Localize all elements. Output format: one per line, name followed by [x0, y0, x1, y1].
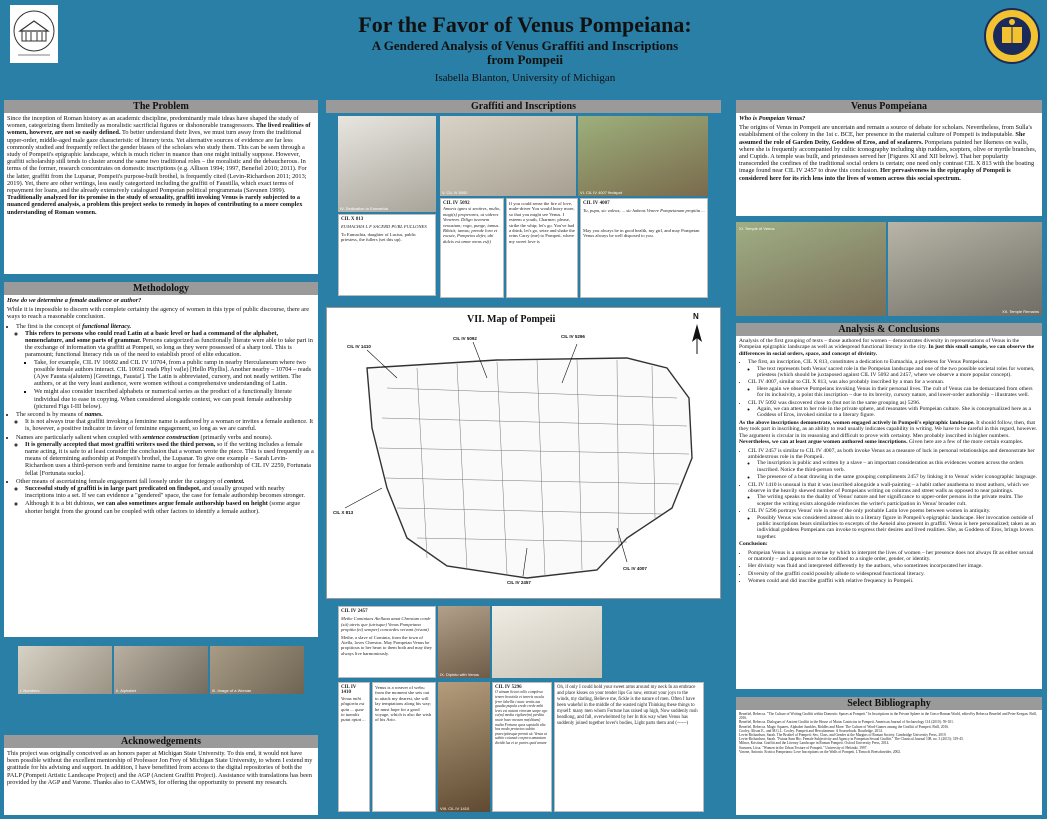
- method-b2: The second is by means of: [16, 411, 83, 419]
- method-b1c: ▪ We might also consider inscribed alphabets or numerical series as the product of a functionally literate individual due to ease in copying. When considered alongside context, we can posit female authorship (pictured Figs I-III below).: [34, 388, 315, 410]
- acknowledgements-heading: Acknowedgements: [4, 735, 318, 748]
- card-813-latin: EUMACHIA L F SACERD PUBL FULLONES: [341, 224, 427, 230]
- analysis-a4-text: CIL IV 2457 is similar to CIL IV 4007, as both invoke Venus as a measure of luck in personal relationships and demonstrate her ambidextrous role in the Pompeii.: [748, 447, 1035, 460]
- analysis-a4: [748, 448, 1039, 481]
- photo-12-caption: XII. Temple Remains: [1002, 309, 1039, 314]
- method-b1a-text: Persons categorized as functionally literate were able to take part in the exchange of information via graffiti at Pompeii, so long as they were possessed of a sharp tool. This is paramount; functional literacy rids us of the need to establish proof of elite education.: [25, 337, 313, 359]
- method-sublist-4: [16, 485, 315, 515]
- photo-4-caption: IV. Dedication to Eumachia: [340, 206, 388, 211]
- method-b3: Names are particularly salient when coupled with: [16, 433, 141, 441]
- conclusion-3: • Diversity of the graffiti could possibly allude to widespread functional literacy.: [748, 571, 1039, 577]
- card-1410-latin: Venus mihi plagiaria est quia ... quae in tumulis putat optat ...: [341, 695, 366, 723]
- method-b4b-tail: (some argue shorter height from the ground can be coupled with other factors to identify a female author).: [25, 500, 301, 515]
- analysis-a5: [748, 482, 1039, 508]
- analysis-a4-sub: [748, 460, 1039, 480]
- map-label-1410: CIL IV 1410: [347, 344, 371, 349]
- card-1410-english: Venus is a weaver of webs; from the moment she sets out to attack my dearest, she will lay temptations along his way; he must hope for a good voyage, which is also the wish of his Ario.: [375, 685, 432, 723]
- method-b2-em: names.: [84, 411, 103, 419]
- analysis-a4b: ◦ The presence of a boat drawing in the same grouping compliments 2457 by linking it to Venus' wider iconographic language.: [757, 474, 1039, 480]
- analysis-a5a: ◦ The writing speaks to the duality of Venus' nature and her significance to upper-order persons in the private realm. The scepter the writing exists alongside reinforces the writer's participation in Venus' broader cult.: [757, 494, 1039, 507]
- card-2457-label: CIL IV 2457: [341, 609, 368, 614]
- method-b3-tail: (primarily verbs and nouns).: [200, 433, 273, 441]
- method-sublist-2: [16, 418, 315, 432]
- card-813-english: To Eumachia, daughter of Lucius, public priestess, the fullers (set this up).: [341, 231, 417, 243]
- analysis-a6a: ◦ Possibly Venus was considered almost akin to a literary figure in Pompeii's epigraphic landscape. Her invocation outside of public inscriptions bears similarities to excerpts of the Aeneid also present in graffiti. Venus is here personalized; taken as an individual goddess Pompeians can invoke to express their desires and lived realities. She, as Goddess of Eros, brings lovers together.: [757, 515, 1039, 541]
- problem-heading: The Problem: [4, 100, 318, 113]
- card-cil-iv-4007: [580, 198, 708, 298]
- right-seal-logo: [984, 5, 1040, 67]
- method-item-literacy: [16, 323, 315, 410]
- method-sublist-1a: [25, 359, 315, 410]
- card-1410-translation: [372, 682, 436, 812]
- venus-p2: Pompeians painted her likeness on walls, where she is frequently accompanied by cultic iconography including ship rudders, scepters, olive or myrtle branches, and Cupids. A temple was built, and priestesses served her [Figures XI and XII below]. That her popularity transcended the confines of the traditional social orders is certain; one need only contrast CIL X 813 with the boating image found near CIL IV 2457 to draw this conclusion.: [739, 138, 1037, 175]
- analysis-a2: [748, 379, 1039, 398]
- card-5092-label: CIL IV 5092: [443, 201, 470, 206]
- analysis-a3-sub: [748, 406, 1039, 419]
- card-5092-latin: Amoris ignes si sentires, mulio, magi(s) properares, ut videres Venerem. Diligo iuvenem venustum; rogo, punge, iamus. Bibisti; iamus; prende lora et excute, Pompeios defer, ubi dulcis est amor meus es(t): [443, 206, 501, 244]
- problem-text: [4, 113, 318, 220]
- method-sublist-1: [16, 330, 315, 410]
- method-b4a: [25, 485, 315, 499]
- venus-heading: Venus Pompeiana: [736, 100, 1042, 113]
- analysis-mid-bold: As the above inscriptions demonstrate, women engaged actively in Pompeii's epigraphic landscape.: [739, 419, 975, 426]
- figure-1-caption: I. Numbers: [20, 688, 40, 693]
- map-label-5092: CIL IV 5092: [453, 336, 477, 341]
- temple-photo: [736, 222, 886, 316]
- acknowledgements-text: This project was originally conceived as an honors paper at Michigan State University. To this end, it would not have been possible without the excellent mentorship of Professor Jon Frey of Michigan State University, to whom I extend my gratitude for his advising and support. In addition, I have benefitted from access to the digital repositories of both the PALP (Pompeii Artistic Landscape Project) and the AGP (Ancient Graffiti Project). Assistance with translations has been provided by the AGP and Varone. Thanks also to CAMWS, for offering the opportunity to present my research.: [7, 750, 313, 786]
- method-b3a-bold: It is generally accepted that most graffiti writers used the third person,: [25, 440, 216, 448]
- analysis-text: [736, 336, 1042, 588]
- north-label: N: [693, 312, 699, 321]
- bibliography-list: [736, 710, 1042, 756]
- analysis-a1a: ◦ The text represents both Venus' sacred role in the Pompeian landscape and one of the two possible societal roles for women, priestess (which should be juxtaposed against CIL IV 5092 and 2457, where we observe a more popular concept).: [757, 366, 1039, 379]
- card-4007-label: CIL IV 4007: [583, 201, 610, 206]
- map-drawing: [327, 308, 721, 599]
- temple-remains-photo: [888, 222, 1042, 316]
- conclusion-heading: Conclusion:: [739, 541, 768, 548]
- left-seal-logo: [10, 5, 58, 63]
- card-813-label: CIL X 813: [341, 217, 364, 222]
- method-b4b-text: Although it is a bit dubious,: [25, 500, 96, 508]
- method-b2a: ◦ It is not always true that graffiti invoking a feminine name is authored by a woman or invites a female audience. It is, however, a positive indicator in favor of feminine engagement, so long as we are careful.: [25, 418, 315, 432]
- bibliography-panel: [736, 697, 1042, 815]
- analysis-a3-text: CIL IV 5092 was discovered close to (but not in the same grouping as) 5296.: [748, 399, 921, 406]
- conclusion-2: • Her divinity was fluid and interpreted differently by the authors, who sometimes incorporated her image.: [748, 563, 1039, 569]
- analysis-a5-text: CIL IV 1410 is unusual in that it was inscribed alongside a wall-painting – a habit rather anathema to most authors, which we observe in the heavily skewed number of Pompeians writing on columns and street walls as opposed to near paintings.: [748, 481, 1029, 494]
- analysis-a2-sub: [748, 386, 1039, 399]
- method-b4b-bold: we can also sometimes argue female authorship based on height: [96, 500, 268, 508]
- methodology-panel: [4, 282, 318, 637]
- bibliography-heading: Select Bibliography: [736, 697, 1042, 710]
- method-item-names: [16, 411, 315, 433]
- card-5296-label: CIL IV 5296: [495, 685, 522, 690]
- method-b1: The first is the concept of: [16, 322, 81, 330]
- card-cil-iv-2457: [338, 606, 436, 678]
- analysis-a3a: ◦ Again, we can attest to her role in the private sphere, and resonates with Pompeian culture. She is conceptualized here as a Goddess of Eros, invoked similar to a literary figure.: [757, 406, 1039, 419]
- methodology-question: How do we determine a female audience or author?: [7, 297, 142, 304]
- figure-alphabet-photo: [114, 646, 208, 694]
- graffiti-heading: Graffiti and Inscriptions: [326, 100, 721, 113]
- method-b3-em: sentence construction: [142, 433, 199, 441]
- method-b1b: ▪ Take, for example, CIL IV 10692 and CIL IV 10704, from a public ramp in nearby Herculaneum where two possible female authors interact. CIL 10692 reads Phyl va(le) [Hello Phyllis]. Another nearby – 10704 – reads (A)ve Fausta s(alutem) [Greetings, Fausta!]. The Latin is abbreviated, cursory, and not neatly written. The authors, or at the very least audience, were women without a comprehensive understanding of Latin.: [34, 359, 315, 388]
- poster-author: Isabella Blanton, University of Michigan: [434, 72, 616, 84]
- conclusion-4: • Women could and did inscribe graffiti with relative frequency in Pompeii.: [748, 578, 1039, 584]
- analysis-mid-bold-2: Nevertheless, we can at least argue women authored some inscriptions.: [739, 439, 908, 446]
- bib-entry: Levin-Richardson, Sarah. The Brothel of Pompeii: Sex, Class, and Gender at the Margins of Roman Society. Cambridge University Press, 2019.: [739, 733, 947, 738]
- method-sublist-3: [16, 441, 315, 477]
- conclusion-list: [739, 550, 1039, 585]
- venus-p1: The origins of Venus in Pompeii are uncertain and remain a source of debate for scholars. Nevertheless, from Sulla's establishment of the colony in the 1st c. BCE, her presence in the material culture of Pompeii is indisputable.: [739, 124, 1033, 139]
- method-b1a-bold: This refers to persons who could read Latin at a basic level or had a command of the alphabet, nomenclature, and some parts of grammar.: [25, 329, 279, 345]
- graffiti-5296-photo: [492, 606, 602, 678]
- city-outline: [367, 358, 692, 578]
- analysis-panel: [736, 323, 1042, 689]
- methodology-list: [7, 323, 315, 515]
- subtitle-line-1: A Gendered Analysis of Venus Graffiti and Inscriptions: [371, 38, 679, 53]
- analysis-intro-bold: In just this small sample, we can observe the differences in social orders, space, and concept of divinity.: [739, 344, 1035, 357]
- card-2457-latin: Methe Cominiaes Atellana amat Chrestum corde (sit) utreis que (utrisque) Venus Pompeiana propitia (et) semper) concordes veivant (vivant): [341, 616, 431, 633]
- analysis-list-1: [739, 359, 1039, 419]
- map-heading: VII. Map of Pompeii: [467, 314, 556, 325]
- method-item-context: [16, 478, 315, 515]
- method-b4: Other means of ascertaining female engagement fall loosely under the category of: [16, 477, 223, 485]
- conclusion-1: • Pompeian Venus is a unique avenue by which to interpret the lives of women – her presence does not always fit as either sexual or matronly – and appears not to be confined to a single order, gender, or identity.: [748, 550, 1039, 563]
- method-b4a-bold: Successful study of graffiti is in large part predicated on findspot,: [25, 485, 201, 493]
- card-4007-english: May you always be in good health, my girl, and may Pompeian Venus always be well disposed to you.: [583, 227, 700, 239]
- photo-5-caption: V. CIL IV 5092: [442, 190, 468, 195]
- figure-2-caption: II. Alphabet: [116, 688, 137, 693]
- acknowledgements-panel: [4, 735, 318, 815]
- snake-painting-photo: [438, 682, 490, 812]
- card-cil-iv-5092: [440, 198, 504, 298]
- analysis-a1-sub: [748, 366, 1039, 379]
- method-b4b: [25, 500, 315, 514]
- card-5092-english: If you could sense the fire of love, mule-driver You would hurry more, so that you might see Venus. I esteem a youth, Charmer; please, strike the whip; let's go. You've had a drink, let's go, seize and shake the reins Carry (me) to Pompeii, where my sweet love is: [509, 201, 575, 244]
- poster-header: [0, 0, 1047, 92]
- photo-11-caption: XI. Temple of Venus: [739, 226, 775, 231]
- methodology-text: [4, 295, 318, 518]
- analysis-a1-text: The first, an inscription, CIL X 813, constitutes a dedication to Eumachia, a priestess for Venus Pompeiana.: [748, 359, 989, 366]
- map-label-2457: CIL IV 2457: [507, 580, 531, 585]
- analysis-mid-tail: Given here are a few of the more certain examples.: [908, 439, 1024, 446]
- methodology-heading: Methodology: [4, 282, 318, 295]
- venus-p2-bold: Her pervasiveness in the epigraphy of Pompeii is considered here for its rich lens into the lives of women across this social spectrum.: [739, 167, 1011, 182]
- subtitle-line-2: from Pompeii: [487, 52, 563, 67]
- figure-numbers-photo: [18, 646, 112, 694]
- analysis-a3: [748, 400, 1039, 419]
- card-cil-iv-5296: [492, 682, 552, 812]
- analysis-intro: Analysis of the first grouping of texts – those authored for women – demonstrates diversity in representations of Venus in the Pompeian epigraphic landscape as well as widespread functional literacy in the city.: [739, 338, 1020, 351]
- method-item-sentence: [16, 434, 315, 477]
- method-b4-em: context.: [224, 477, 245, 485]
- findspot-4007-photo: [578, 116, 708, 196]
- analysis-a1: [748, 359, 1039, 378]
- analysis-a5-sub: [748, 494, 1039, 507]
- analysis-a4a: ◦ The inscription is public and written by a slave – an important consideration as this evidences women across the orders inscribed. Notice the third-person verb.: [757, 460, 1039, 473]
- bib-entry: Varone, Antonio. Erotica Pompeiana: Love Inscriptions on the Walls of Pompeii. L'Erma di Bretschneider, 2002.: [739, 749, 901, 754]
- bib-entry: Benefiel, Rebecca. Dialogues of Ancient Graffiti in the House of Maius Castricius in Pompeii. American Journal of Archaeology 114 (2010): 59-101.: [739, 720, 954, 725]
- card-5296-latin: O utinam liceat collo complexa tenere braciola et teneris oscula ferre labellis i nunc ventis tua gaudia pupula crede crede mihi levis est natura virorum saepe ego cu(m) media vigilare(m) perdita nocte haec mecum me(ditans) multa Fortuna quos supstulit alte hos modo proiectos subito praecipitesque premit sic Venus ut subito coiunxit corpora amantum dividit lux et se paries quid amare: [495, 690, 548, 745]
- analysis-list-2: [739, 448, 1039, 541]
- method-b1-em: functional literacy.: [82, 322, 132, 330]
- problem-bold-2: Traditionally analyzed for its promise in the study of sexuality, graffiti invoking Venus is rarely subjected to a nuanced gendered analysis, a problem this project seeks to remedy in hopes of contributing to a more complex understanding of Roman women.: [7, 194, 303, 216]
- venus-p1-bold: She assumed the role of Garden Deity, Goddess of Eros, and of seafarers.: [739, 131, 1026, 146]
- analysis-a6-sub: [748, 515, 1039, 541]
- photo-6-caption: VI. CIL IV 4007 findspot: [580, 190, 623, 195]
- analysis-heading: Analysis & Conclusions: [736, 323, 1042, 336]
- method-b1a: [25, 330, 315, 410]
- figure-woman-photo: [210, 646, 304, 694]
- card-5092-translation: [506, 198, 578, 298]
- problem-bold-1: The lived realities of women, however, are not so easily defined.: [7, 122, 311, 137]
- method-b4a-text: and usually grouped with nearby inscriptions into a set. If we can evidence a "gendered" space, the case for female authorship becomes stronger.: [25, 485, 305, 500]
- venus-text: [736, 113, 1042, 186]
- bib-entry: Savunen, Liisa. "Women in the Urban Texture of Pompeii." University of Helsinki, 1997.: [739, 745, 868, 750]
- map-label-5296: CIL IV 5296: [561, 334, 585, 339]
- bib-entry: Cooley, Alison E., and M.G.L. Cooley. Pompeii and Herculaneum: A Sourcebook. Routledge, 2014.: [739, 728, 883, 733]
- venus-question: Who is Pompeian Venus?: [739, 115, 806, 122]
- method-b3a-text: so if the writing includes a female name acting, it is safe to at least consider the conclusion that a woman wrote the piece. This is used frequently as a means of determining authorship at Pompeii's brothel, the Lupanar. To give one example – Sarah Levin-Richardson uses a third-person verb and feminine name to argue for female authorship of CIL IV 2259, Fortunata fellat [Fortunata sucks].: [25, 440, 314, 477]
- figure-3-caption: III. Image of a Woman: [212, 688, 252, 693]
- map-label-4007: CIL IV 4007: [623, 566, 647, 571]
- methodology-intro: While it is impossible to discern with complete certainty the agency of women in this type of public discourse, there are ways to reach a reasonable conclusion.: [7, 306, 309, 321]
- bib-entry: Milnor, Kristina. Graffiti and the Literary Landscape in Roman Pompeii. Oxford University Press, 2014.: [739, 741, 890, 746]
- problem-body-2: To better understand their lives, we must turn away from the traditional upper-order, middle-aged male gaze characteristic of literary texts. Yet alternative sources of evidence are far less commonly studied and frequently reflect the gender biases of the scholars who study them. This can be seen through a study of Pompeii's epigraphic landscape, which is much richer in nuance than one might initially suppose. However, graffiti scholarship still tends to cluster around the same two traditional roles – the moralistic and the debaucherous. In terms of the former, research concentrates on domestic inscriptions (e.g. Allison 1994; 1997, Benefiel 2010; 2011). For the latter, graffiti from the Lupanar, Pompeii's purpose-built brothel, is frequently cited (Levin-Richardson 2011; 2013; 2019). Yet, there are other writings, less easily categorized including the graffiti of Faustilla, which exact terms of repayment for loans, and the already extensively catalogued Pompeian political programmata (Savunen 1999).: [7, 129, 307, 195]
- map-label-813: CIL X 813: [333, 510, 354, 515]
- problem-panel: [4, 100, 318, 274]
- problem-body: Since the inception of Roman history as an academic discipline, predominantly male ideas have shaped the study of women, categorizing them limitedly as moralistic sacrificial figures or dishonorable transgressors.: [7, 115, 299, 130]
- map-panel: [326, 307, 721, 599]
- card-5296-english: Oh, if only I could hold your sweet arms around my neck In an embrace and place kisses on your tender lips Go now, entrust your joys to the winds, my darling, Believe me, fickle is the nature of men. Often I have been wakeful in the middle of the wasted night Thinking these things to myself: many men whom Fortune has raised up high, Now suddenly rush headlong, and fall, overwhelmed by her In this way when Venus has suddenly joined together lover's bodies, Light parts them and (------): [557, 685, 698, 726]
- analysis-a6-text: CIL IV 5296 portrays Venus' role in one of the only probable Latin love poems between women in antiquity.: [748, 508, 991, 515]
- analysis-a2a: ◦ Here again we observe Pompeians invoking Venus in their personal lives. The cult of Venus can be demarcated from others for its inclusivity, a point this inscription – due to its brevity, cursory nature, and lower-order authorship – illustrates well.: [757, 386, 1039, 399]
- card-cil-x-813: [338, 214, 436, 296]
- card-4007-latin: Tu, pupa, sic valeas, ... sic habeas Venere Pompeianam propitia ...: [583, 208, 705, 214]
- analysis-mid: It should follow, then, that they took part in inscribing, as an ability to read usually indicates capability in writing. We have to be careful in this regard, however. The argument is circular in its reasoning and difficult to prove with certainty. Men probably inscribed in higher numbers.: [739, 419, 1038, 439]
- eumachia-photo: [338, 116, 436, 212]
- card-cil-iv-1410: [338, 682, 370, 812]
- photo-9-caption: IX. Dipinto with Venus: [440, 672, 479, 677]
- method-b3a: [25, 441, 315, 477]
- north-arrow: [692, 324, 702, 354]
- poster-title: For the Favor of Venus Pompeiana:: [358, 12, 692, 37]
- photo-8-caption: VIII. CIL IV 1410: [440, 806, 470, 811]
- card-2457-english: Methe, a slave of Cominia, from the town of Atella, loves Chrestus. May Pompeian Venus be propitious to her heart to them both and may they always live harmoniously.: [341, 634, 432, 656]
- analysis-a6: [748, 508, 1039, 540]
- boat-drawing-photo: [438, 606, 490, 678]
- graffiti-5092-photo: [440, 116, 576, 196]
- bib-entry: Benefiel, Rebecca. Magic Squares, Alphabet Jumbles, Riddles and More: The Culture of Word-Games among the Graffiti of Pompeii. Brill, 2016.: [739, 724, 949, 729]
- poster-subtitle: [250, 39, 800, 67]
- venus-panel: [736, 100, 1042, 216]
- card-5296-translation: [554, 682, 704, 812]
- bib-entry: Levin-Richardson, Sarah. "Fututa Sum Hic: Female Subjectivity and Agency in Pompeian Sexual Graffiti." The Classical Journal 108, no. 3 (2013): 319-45.: [739, 737, 964, 742]
- card-1410-label: CIL IV 1410: [341, 685, 357, 696]
- analysis-a2-text: CIL IV 4007, similar to CIL X 813, was also probably inscribed by a man for a woman.: [748, 379, 945, 386]
- bib-entry: Benefiel, Rebecca. "The Culture of Writing Graffiti within Domestic Spaces at Pompeii." In Inscriptions in the Private Sphere in the Greco-Roman World, edited by Rebecca Benefiel and Peter Keegan. Brill, 2016.: [739, 712, 1037, 721]
